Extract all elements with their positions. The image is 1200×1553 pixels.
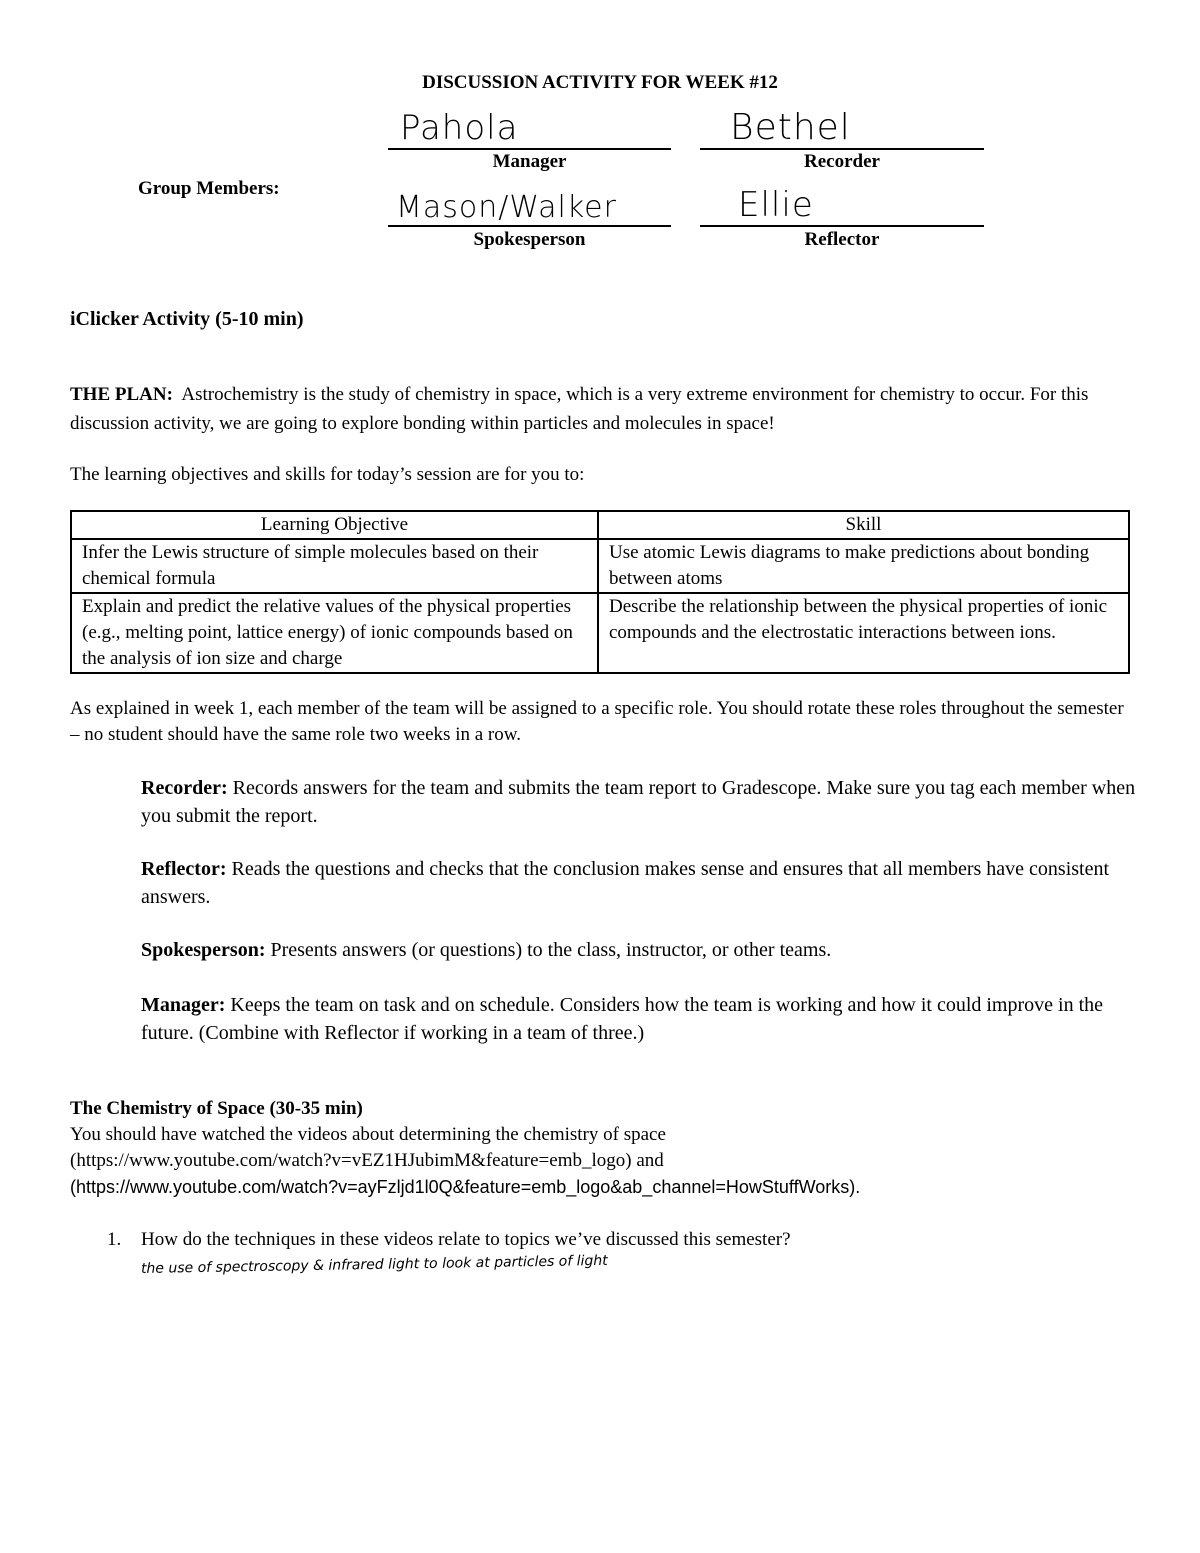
plan-label: THE PLAN: bbox=[70, 384, 173, 405]
role-label: Recorder: bbox=[141, 777, 228, 799]
plan-text: Astrochemistry is the study of chemistry in space, which is a very extreme environment for chemistry to occur. For this discussion activity, we are going to explore bonding within particles and molecules in space! bbox=[70, 384, 1089, 434]
role-spokesperson bbox=[141, 936, 1136, 964]
role-text: Presents answers (or questions) to the class, instructor, or other teams. bbox=[270, 939, 832, 961]
iclicker-heading: iClicker Activity (5-10 min) bbox=[70, 308, 304, 330]
table-cell: Describe the relationship between the physical properties of ionic compounds and the electrostatic interactions between ions. bbox=[598, 593, 1129, 673]
objectives-intro: The learning objectives and skills for today’s session are for you to: bbox=[70, 464, 585, 485]
table-header-objective: Learning Objective bbox=[71, 511, 598, 539]
manager-signature-line[interactable] bbox=[388, 108, 671, 150]
roles-intro: As explained in week 1, each member of the team will be assigned to a specific role. You should rotate these roles throughout the semester – no student should have the same role two weeks in a row. bbox=[70, 698, 1124, 745]
role-text: Keeps the team on task and on schedule. Considers how the team is working and how it could improve in the future. (Combine with Reflector if working in a team of three.) bbox=[141, 994, 1104, 1044]
table-cell: Use atomic Lewis diagrams to make predictions about bonding between atoms bbox=[598, 539, 1129, 593]
table-row bbox=[71, 539, 1129, 593]
objectives-table bbox=[70, 510, 1130, 674]
spokesperson-name: Mason/Walker bbox=[396, 190, 617, 225]
group-members-label: Group Members: bbox=[138, 178, 280, 199]
reflector-role-label: Reflector bbox=[804, 229, 880, 250]
table-header-row bbox=[71, 511, 1129, 539]
reflector-name: Ellie bbox=[738, 185, 814, 225]
manager-name: Pahola bbox=[400, 108, 519, 148]
spokesperson-role-label: Spokesperson bbox=[473, 229, 586, 250]
chem-space-line1: You should have watched the videos about determining the chemistry of space bbox=[70, 1124, 666, 1145]
question-number: 1. bbox=[107, 1229, 122, 1250]
recorder-signature-line[interactable] bbox=[700, 108, 984, 150]
recorder-role-label: Recorder bbox=[804, 151, 880, 172]
table-cell: Infer the Lewis structure of simple molecules based on their chemical formula bbox=[71, 539, 598, 593]
table-header-skill: Skill bbox=[598, 511, 1129, 539]
role-text: Reads the questions and checks that the conclusion makes sense and ensures that all members have consistent answers. bbox=[141, 858, 1110, 908]
role-recorder bbox=[141, 774, 1136, 830]
handwritten-answer[interactable]: the use of spectroscopy & infrared light to look at particles of light bbox=[140, 1252, 608, 1277]
role-text: Records answers for the team and submits the team report to Gradescope. Make sure you tag each member when you submit the report. bbox=[141, 777, 1136, 827]
reflector-signature-line[interactable] bbox=[700, 185, 984, 227]
plan-paragraph bbox=[70, 380, 1135, 438]
video-link-2[interactable]: (https://www.youtube.com/watch?v=ayFzljd1l0Q&feature=emb_logo&ab_channel=HowStuffWorks). bbox=[70, 1177, 861, 1197]
table-row bbox=[71, 593, 1129, 673]
question-text: How do the techniques in these videos relate to topics we’ve discussed this semester? bbox=[141, 1229, 791, 1250]
chem-space-heading: The Chemistry of Space (30-35 min) bbox=[70, 1098, 363, 1119]
role-manager bbox=[141, 991, 1136, 1047]
recorder-name: Bethel bbox=[730, 107, 851, 148]
video-link-1[interactable]: (https://www.youtube.com/watch?v=vEZ1HJubimM&feature=emb_logo) and bbox=[70, 1150, 664, 1171]
role-label: Reflector: bbox=[141, 858, 227, 880]
spokesperson-signature-line[interactable] bbox=[388, 185, 671, 227]
role-reflector bbox=[141, 855, 1136, 911]
table-cell: Explain and predict the relative values of the physical properties (e.g., melting point, lattice energy) of ionic compounds based on the analysis of ion size and charge bbox=[71, 593, 598, 673]
role-label: Manager: bbox=[141, 994, 226, 1016]
page-title: DISCUSSION ACTIVITY FOR WEEK #12 bbox=[422, 72, 778, 93]
manager-role-label: Manager bbox=[492, 151, 567, 172]
role-label: Spokesperson: bbox=[141, 939, 266, 961]
